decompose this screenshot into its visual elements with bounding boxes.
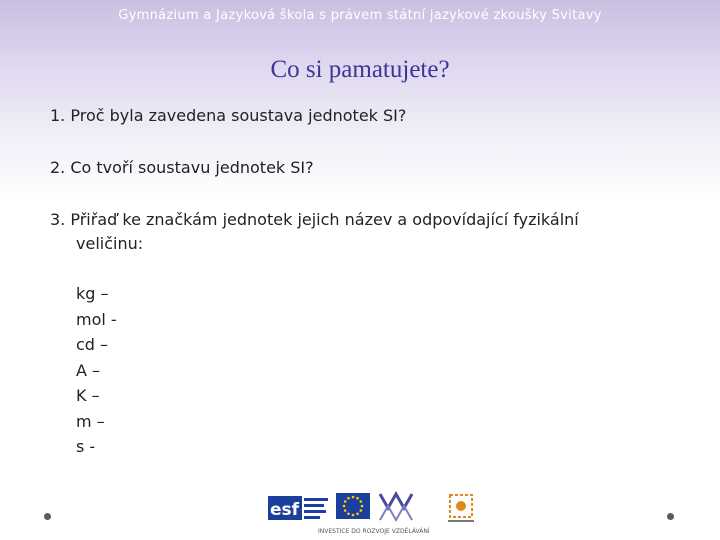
unit-cd: cd – — [76, 335, 109, 354]
unit-mol: mol - — [76, 309, 117, 329]
unit-s: s - — [76, 437, 96, 456]
unit-list — [76, 281, 117, 460]
unit-m: m – — [76, 411, 105, 431]
eu-flag-logo — [336, 493, 370, 519]
school-header: Gymnázium a Jazyková škola s právem státní jazykové zkoušky Svitavy — [118, 8, 602, 23]
footer-caption: INVESTICE DO ROZVOJE VZDĚLÁVÁNÍ — [318, 528, 430, 535]
unit-a: A – — [76, 360, 101, 380]
question-3-line-1: 3. Přiřaď ke značkám jednotek jejich název a odpovídající fyzikální — [50, 210, 579, 229]
esf-logo — [268, 492, 330, 524]
msmt-logo — [376, 490, 416, 524]
slide-bullet-dot-right — [667, 513, 674, 520]
svg-text:esf: esf — [270, 500, 300, 520]
op-vk-logo — [444, 491, 478, 525]
slide-bullet-dot-left — [44, 513, 51, 520]
question-3-line-2: veličinu: — [76, 234, 144, 253]
question-1: 1. Proč byla zavedena soustava jednotek SI? — [50, 106, 407, 125]
unit-k: K – — [76, 386, 100, 405]
slide-title: Co si pamatujete? — [270, 56, 450, 83]
question-3 — [50, 208, 670, 256]
question-2: 2. Co tvoří soustavu jednotek SI? — [50, 158, 314, 177]
unit-kg: kg – — [76, 284, 109, 303]
footer-logos — [268, 490, 480, 536]
